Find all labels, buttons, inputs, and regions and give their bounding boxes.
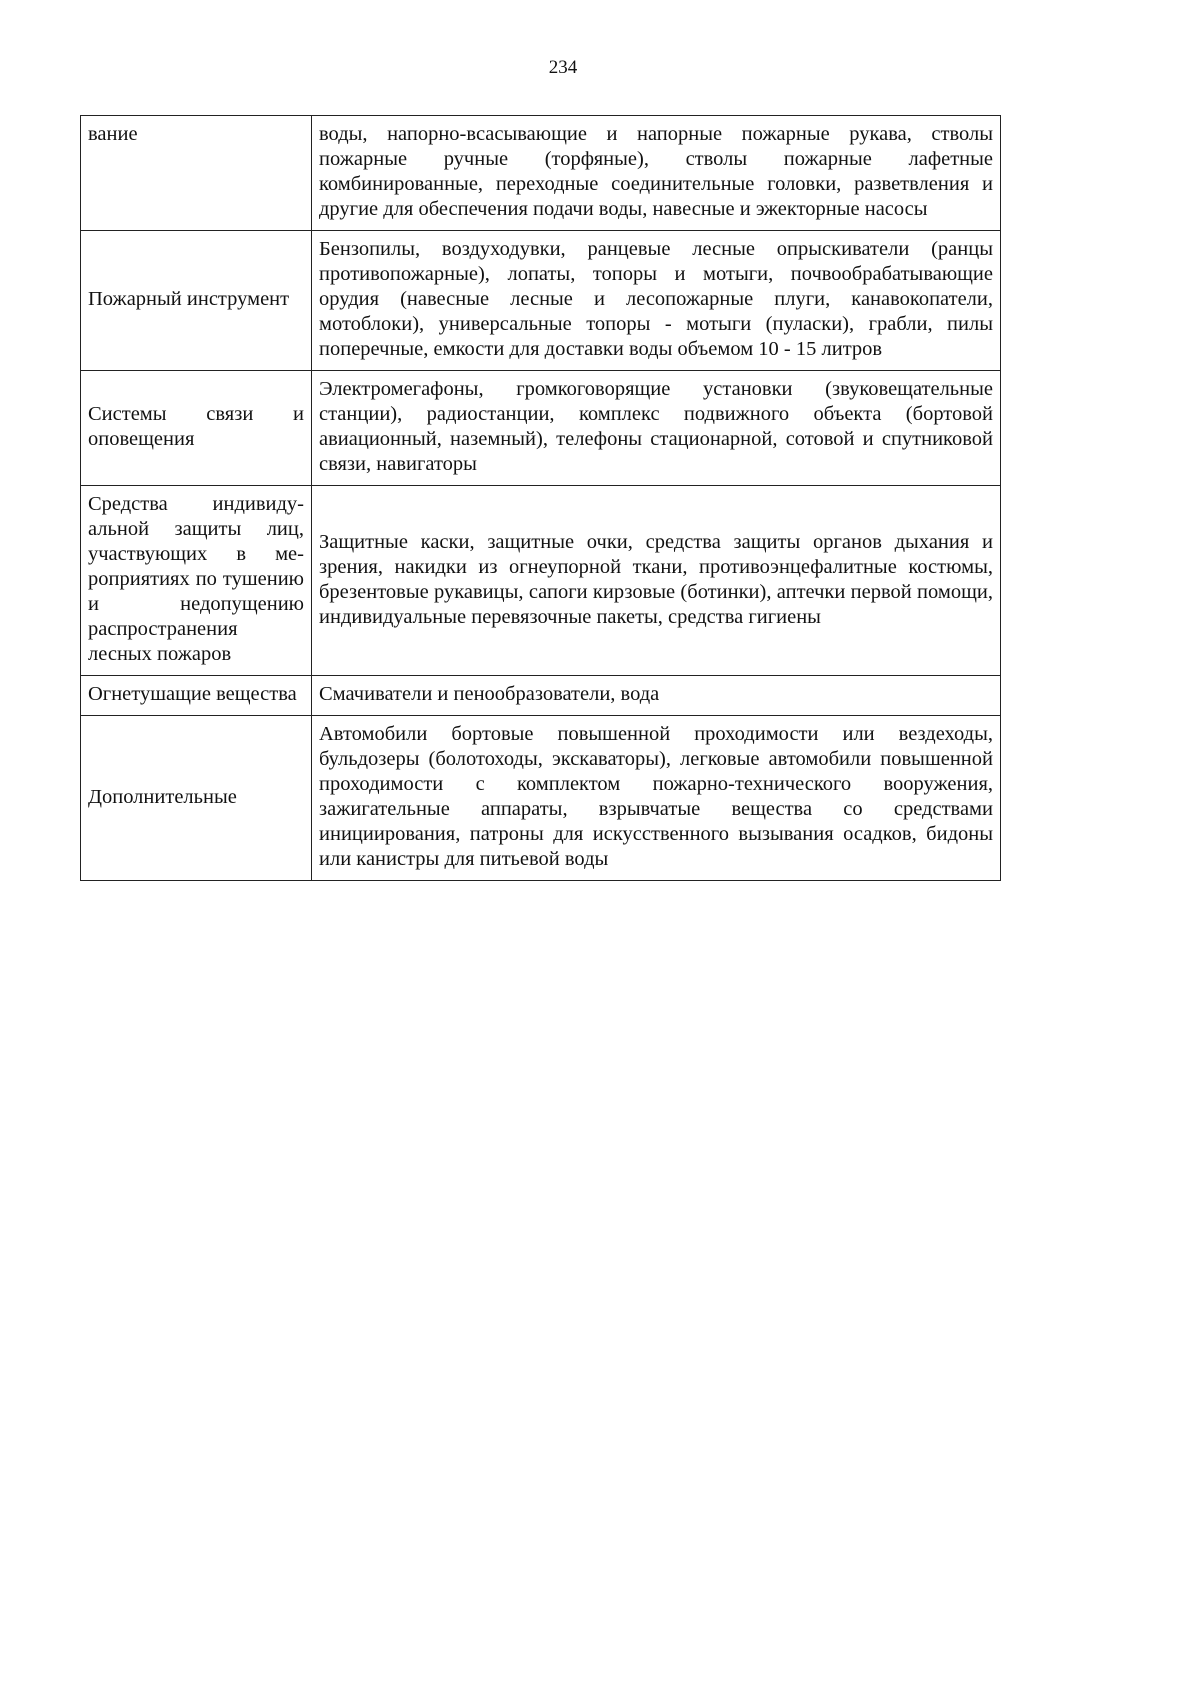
- category-cell: Средства индивидуальной защиты лиц, участвующих в мероприятиях по тушению и недопущению распространения лесных пожаров: [81, 486, 312, 676]
- page-number: 234: [548, 57, 578, 78]
- description-cell: Электромегафоны, громкоговорящие установки (звуковещательные станции), радиостанции, комплекс подвижного объекта (бортовой авиационный, наземный), телефоны стационарной, сотовой и спутниковой связи, навигаторы: [312, 371, 1001, 486]
- category-cell: Дополнительные: [81, 716, 312, 881]
- description-cell: Защитные каски, защитные очки, средства защиты органов дыхания и зрения, накидки из огнеупорной ткани, противоэнцефалитные костюмы, брезентовые рукавицы, сапоги кирзовые (ботинки), аптечки первой помощи, индивидуальные перевязочные пакеты, средства гигиены: [312, 486, 1001, 676]
- description-cell: Бензопилы, воздуходувки, ранцевые лесные опрыскиватели (ранцы противопожарные), лопаты, топоры и мотыги, почвообрабатывающие орудия (навесные лесные и лесопожарные плуги, канавокопатели, мотоблоки), универсальные топоры - мотыги (пуласки), грабли, пилы поперечные, емкости для доставки воды объемом 10 - 15 литров: [312, 231, 1001, 371]
- category-cell: вание: [81, 116, 312, 231]
- table-row: [81, 116, 1001, 231]
- category-cell: Пожарный инструмент: [81, 231, 312, 371]
- category-cell: Огнетушащие вещества: [81, 676, 312, 716]
- table-row: [81, 486, 1001, 676]
- table-row: [81, 716, 1001, 881]
- table-row: [81, 371, 1001, 486]
- description-cell: Автомобили бортовые повышенной проходимости или вездеходы, бульдозеры (болотоходы, экскаваторы), легковые автомобили повышенной проходимости с комплектом пожарно-технического вооружения, зажигательные аппараты, взрывчатые вещества со средствами инициирования, патроны для искусственного вызывания осадков, бидоны или канистры для питьевой воды: [312, 716, 1001, 881]
- description-cell: Смачиватели и пенообразователи, вода: [312, 676, 1001, 716]
- table-row: [81, 231, 1001, 371]
- category-cell: Системы связи и оповещения: [81, 371, 312, 486]
- description-cell: воды, напорно-всасывающие и напорные пожарные рукава, стволы пожарные ручные (торфяные), стволы пожарные лафетные комбинированные, переходные соединительные головки, разветвления и другие для обеспечения подачи воды, навесные и эжекторные насосы: [312, 116, 1001, 231]
- table-row: [81, 676, 1001, 716]
- equipment-table: [80, 115, 1001, 881]
